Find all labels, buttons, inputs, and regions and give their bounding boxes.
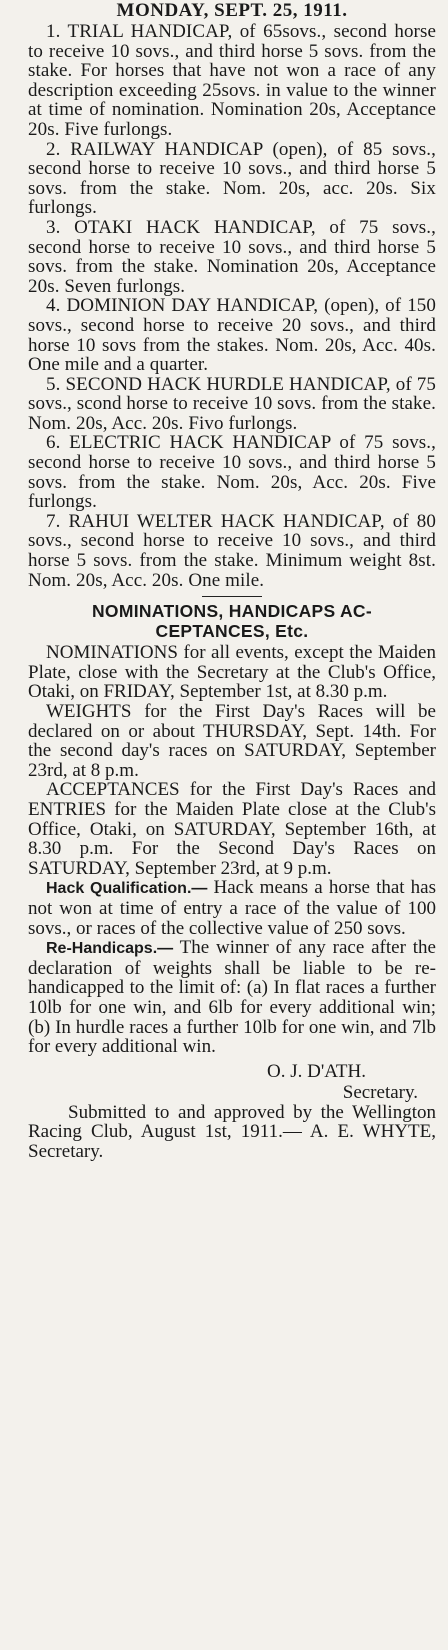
- rehandicaps-body: The winner of any race after the declaration of weights shall be liable to be re-handicapped to the limit of: (a) In flat races a further 10lb for one win, and 6lb for every additional win; (b) In hurdle races a further 10lb for one win, and 7lb for every additional win.: [28, 937, 436, 1058]
- section-heading: [28, 601, 436, 641]
- race-item: 5. SECOND HACK HURDLE HANDICAP, of 75 sovs., scond horse to receive 10 sovs. from the stake. Nom. 20s, Acc. 20s. Fivo furlongs.: [28, 373, 437, 434]
- race-item: 2. RAILWAY HANDICAP (open), of 85 sovs., second horse to receive 10 sovs., and third horse 5 sovs. from the stake. Nom. 20s, acc. 20s. Six furlongs.: [28, 138, 436, 219]
- nominations-paragraph: NOMINATIONS for all events, except the Maiden Plate, close with the Secretary at the Club's Office, Otaki, on FRIDAY, September 1st, at 8.30 p.m.: [28, 642, 436, 703]
- race-list: [28, 22, 436, 590]
- section-heading-line-1: NOMINATIONS, HANDICAPS AC-: [91, 601, 372, 622]
- signature-name: O. J. D'ATH.: [267, 1060, 366, 1082]
- section-heading-line-2: CEPTANCES, Etc.: [155, 621, 309, 642]
- signature-title: Secretary.: [342, 1081, 418, 1103]
- rehandicaps-heading: Re-Handicaps.—: [46, 940, 174, 958]
- day-heading: MONDAY, SEPT. 25, 1911.: [116, 0, 348, 21]
- hack-qualification-paragraph: [28, 878, 436, 938]
- approval-note: Submitted to and approved by the Wellington Racing Club, August 1st, 1911.— A. E. WHYTE, Secretary.: [28, 1101, 436, 1162]
- race-item: 6. ELECTRIC HACK HANDICAP of 75 sovs., second horse to receive 10 sovs., and third horse 5 sovs. from the stake. Nom. 20s, Acc. 20s. Five furlongs.: [28, 432, 436, 513]
- acceptances-paragraph: ACCEPTANCES for the First Day's Races and ENTRIES for the Maiden Plate close at the Club's Office, Otaki, on SATURDAY, September 16th, at 8.30 p.m. For the Second Day's Races on SATURDAY, September 23rd, at 9 p.m.: [28, 779, 436, 879]
- race-item: 7. RAHUI WELTER HACK HANDICAP, of 80 sovs., second horse to receive 10 sovs., and third horse 5 sovs. from the stake. Minimum weight 8st. Nom. 20s, Acc. 20s. One mile.: [28, 510, 436, 591]
- weights-paragraph: WEIGHTS for the First Day's Races will be declared on or about THURSDAY, Sept. 14th. For the second day's races on SATURDAY, September 23rd, at 8 p.m.: [28, 701, 436, 781]
- race-item: 3. OTAKI HACK HANDICAP, of 75 sovs., second horse to receive 10 sovs., and third horse 5 sovs. from the stake. Nomination 20s, Acceptance 20s. Seven furlongs.: [28, 216, 436, 297]
- rehandicaps-paragraph: [28, 938, 436, 1057]
- race-item: 1. TRIAL HANDICAP, of 65sovs., second horse to receive 10 sovs., and third horse 5 sovs. from the stake. For horses that have not won a race of any description exceeding 25sovs. in value to the winner at time of nomination. Nomination 20s, Acceptance 20s. Five furlongs.: [28, 21, 436, 140]
- hack-qualification-body: Hack means a horse that has not won at time of entry a race of the value of 100 sovs., or races of the collective value of 250 sovs.: [28, 877, 436, 939]
- hack-qualification-heading: Hack Qualification.—: [46, 880, 208, 898]
- race-item: 4. DOMINION DAY HANDICAP, (open), of 150 sovs., second horse to receive 20 sovs., and third horse 10 sovs from the stakes. Nom. 20s, Acc. 40s. One mile and a quarter.: [28, 295, 436, 376]
- section-divider: [202, 596, 262, 597]
